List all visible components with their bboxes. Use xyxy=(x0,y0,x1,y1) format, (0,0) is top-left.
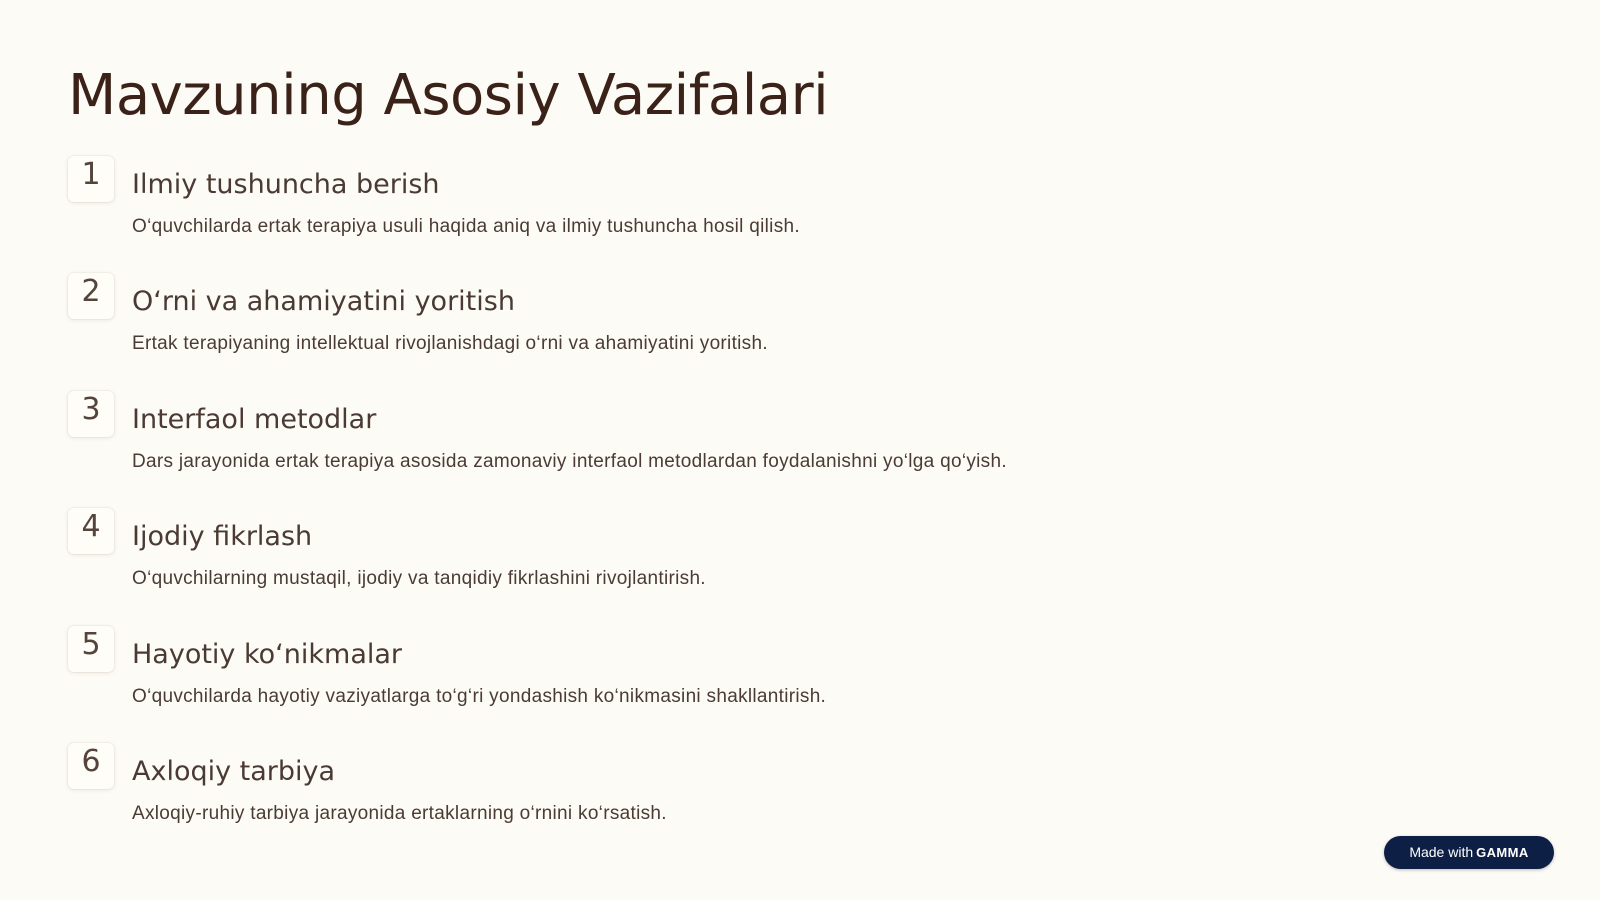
item-title: Ilmiy tushuncha berish xyxy=(132,169,440,200)
step-number: 1 xyxy=(81,157,101,192)
step-number-box xyxy=(68,156,114,202)
list-item xyxy=(68,626,1528,736)
step-number: 2 xyxy=(81,274,101,309)
list-item xyxy=(68,743,1528,853)
item-title: O‘rni va ahamiyatini yoritish xyxy=(132,286,515,317)
step-number-box xyxy=(68,626,114,672)
item-description: Ertak terapiyaning intellektual rivojlanishdagi o‘rni va ahamiyatini yoritish. xyxy=(132,333,768,354)
item-description: Axloqiy-ruhiy tarbiya jarayonida ertaklarning o‘rnini ko‘rsatish. xyxy=(132,803,667,824)
gamma-logo-text: GAMMA xyxy=(1476,845,1529,860)
step-number-box xyxy=(68,743,114,789)
badge-prefix: Made with xyxy=(1409,844,1474,860)
list-item xyxy=(68,273,1528,383)
item-title: Interfaol metodlar xyxy=(132,404,377,435)
step-number: 3 xyxy=(81,392,101,427)
item-description: Dars jarayonida ertak terapiya asosida zamonaviy interfaol metodlardan foydalanishni yo‘lga qo‘yish. xyxy=(132,451,1007,472)
list-item xyxy=(68,508,1528,618)
step-number-box xyxy=(68,508,114,554)
item-title: Hayotiy ko‘nikmalar xyxy=(132,639,403,670)
item-description: O‘quvchilarning mustaqil, ijodiy va tanqidiy fikrlashini rivojlantirish. xyxy=(132,568,706,589)
item-title: Ijodiy fikrlash xyxy=(132,521,313,552)
step-number: 6 xyxy=(81,744,101,779)
page-title: Mavzuning Asosiy Vazifalari xyxy=(68,63,829,128)
item-title: Axloqiy tarbiya xyxy=(132,756,336,787)
item-description: O‘quvchilarda ertak terapiya usuli haqida aniq va ilmiy tushuncha hosil qilish. xyxy=(132,216,800,237)
made-with-gamma-badge[interactable] xyxy=(1384,836,1554,869)
list-item xyxy=(68,156,1528,266)
list-item xyxy=(68,391,1528,501)
step-number-box xyxy=(68,391,114,437)
item-description: O‘quvchilarda hayotiy vaziyatlarga to‘g‘ri yondashish ko‘nikmasini shakllantirish. xyxy=(132,686,827,707)
step-number: 5 xyxy=(81,627,101,662)
step-number: 4 xyxy=(81,509,101,544)
step-number-box xyxy=(68,273,114,319)
